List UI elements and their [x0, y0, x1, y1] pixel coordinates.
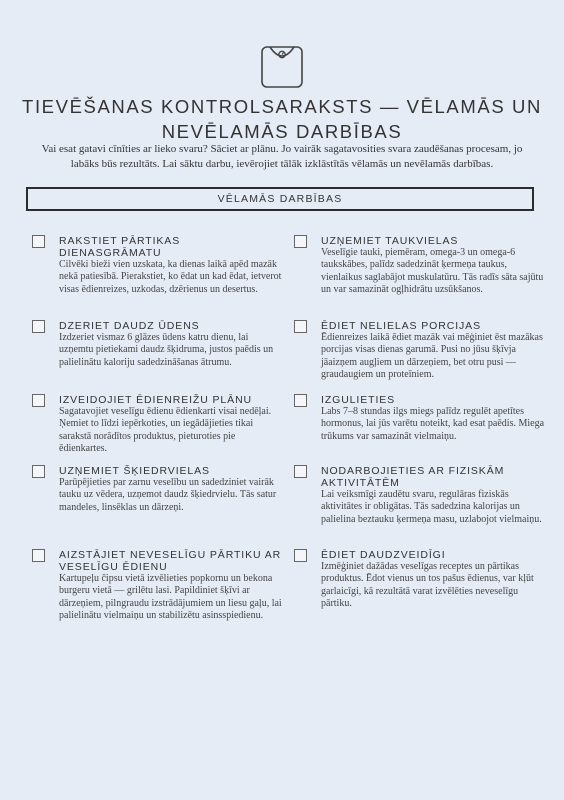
checkbox[interactable] — [32, 235, 45, 248]
item-title: AIZSTĀJIET NEVESELĪGU PĀRTIKU AR VESELĪGU ĒDIENU — [59, 549, 282, 573]
checkbox[interactable] — [294, 235, 307, 248]
intro-text: Vai esat gatavi cīnīties ar lieko svaru? Sāciet ar plānu. Jo vairāk sagatavosities svara zaudēšanas procesam, jo labāks būs rezultāts. Lai sāktu darbu, ievērojiet tālāk izklāstītās vēlamās un nevēlamās darbības. — [41, 143, 523, 170]
item-title: IZVEIDOJIET ĒDIENREIŽU PLĀNU — [59, 394, 253, 406]
item-text: Veselīgie tauki, piemēram, omega-3 un omega-6 taukskābes, palīdz sadedzināt ķermeņa taukus, vienlaikus saglabājot muskulatūru. Tās radīs sāta sajūtu un var samazināt ogļhidrātu uzsūkšanos. — [321, 247, 544, 295]
section-header-do — [26, 187, 534, 211]
checkbox[interactable] — [294, 394, 307, 407]
item-text: Izdzeriet vismaz 6 glāzes ūdens katru dienu, lai uzņemtu pietiekami daudz šķidruma, justos paēdis un palielinātu kaloriju sadedzināšanas ātrumu. — [59, 332, 274, 368]
item-text: Izmēģiniet dažādas veselīgas receptes un pārtikas produktus. Ēdot vienus un tos pašus ēdienus, var kļūt garlaicīgi, kā rezultātā varat izvēlēties neveselīgu pārtiku. — [321, 561, 534, 609]
section-label: VĒLAMĀS DARBĪBAS — [217, 193, 343, 205]
checkbox[interactable] — [32, 320, 45, 333]
page-title: TIEVĒŠANAS KONTROLSARAKSTS — VĒLAMĀS UN NEVĒLAMĀS DARBĪBAS — [22, 96, 542, 142]
item-title: UZŅEMIET TAUKVIELAS — [321, 235, 459, 247]
scale-icon — [260, 44, 304, 90]
checkbox[interactable] — [32, 465, 45, 478]
item-text: Labs 7–8 stundas ilgs miegs palīdz regulēt apetītes hormonus, lai jūs varētu noteikt, kad esat paēdis. Miega trūkums var samazināt vielmaiņu. — [321, 406, 545, 442]
item-title: DZERIET DAUDZ ŪDENS — [59, 320, 200, 332]
checkbox[interactable] — [294, 320, 307, 333]
checkbox[interactable] — [32, 394, 45, 407]
checkbox[interactable] — [294, 549, 307, 562]
checkbox[interactable] — [294, 465, 307, 478]
item-title: ĒDIET DAUDZVEIDĪGI — [321, 549, 446, 561]
item-title: UZŅEMIET ŠĶIEDRVIELAS — [59, 465, 210, 477]
item-title: RAKSTIET PĀRTIKAS DIENASGRĀMATU — [59, 235, 181, 259]
item-text: Lai veiksmīgi zaudētu svaru, regulāras fiziskās aktivitātes ir obligātas. Tās sadedzina kalorijas un palielina beztauku ķermeņa masu, uzlabojot vielmaiņu. — [321, 489, 542, 525]
item-text: Parūpējieties par zarnu veselību un sadedziniet vairāk tauku uz vēdera, uzņemot daudz šķiedrvielu. Tās satur mandeles, linsēklas un dārzeņi. — [59, 477, 277, 513]
item-text: Ēdienreizes laikā ēdiet mazāk vai mēģiniet ēst mazākas porcijas visas dienas garumā. Pusi no jūsu šķīvja jāaizņem augļiem un dārzeņiem, bet otru pusi — graudaugiem un proteīniem. — [321, 332, 543, 380]
item-text: Kartupeļu čipsu vietā izvēlieties popkornu un bekona burgeru vietā — grilētu lasi. Papildiniet šķīvi ar dārzeņiem, pilngraudu izstrādājumiem un liesu gaļu, lai palielinātu vielmaiņu un stabilizētu asinsspiedienu. — [59, 573, 282, 621]
item-title: ĒDIET NELIELAS PORCIJAS — [321, 320, 481, 332]
item-title: NODARBOJIETIES AR FIZISKĀM AKTIVITĀTĒM — [321, 465, 505, 489]
item-title: IZGULIETIES — [321, 394, 396, 406]
checkbox[interactable] — [32, 549, 45, 562]
item-text: Sagatavojiet veselīgu ēdienu ēdienkarti visai nedēļai. Ņemiet to līdzi iepērkoties, un iegādājieties tikai sarakstā norādītos produktus, pieturoties pie ēdienkartes. — [59, 406, 272, 454]
item-text: Cilvēki bieži vien uzskata, ka dienas laikā apēd mazāk nekā patiesībā. Pierakstiet, ko ēdat un kad ēdat, ietverot visas ēdienreizes, uzkodas, dzērienus un desertus. — [59, 259, 282, 295]
